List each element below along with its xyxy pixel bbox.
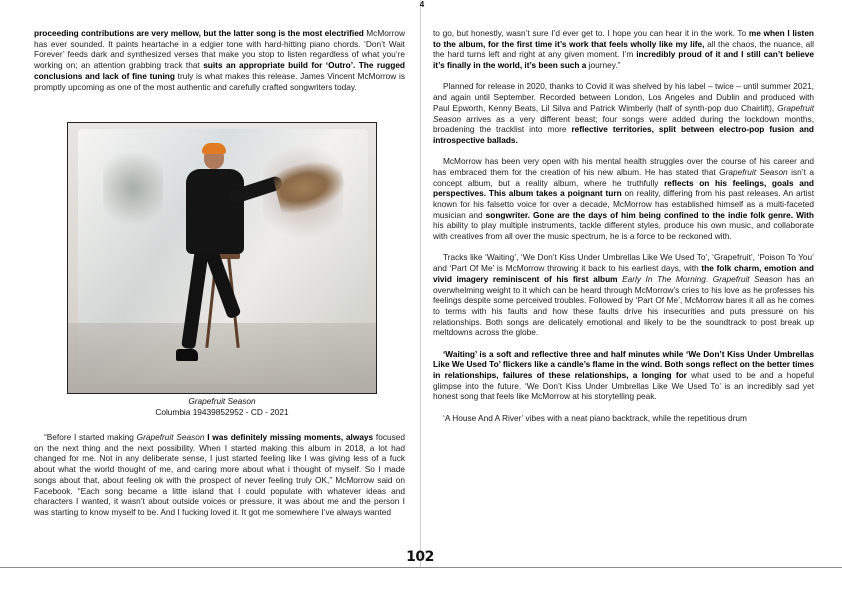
photo-caption xyxy=(67,396,377,418)
text: isn’t a concept album, but a reality album, where he truthfully xyxy=(433,166,815,188)
floor xyxy=(68,323,376,393)
text: truly is what makes this release. James Vincent McMorrow is promptly upcoming as one of the most authentic and carefully crafted songwriters today. xyxy=(34,70,405,92)
left-bottom-column xyxy=(34,432,405,528)
bold-text: proceeding contributions are very mellow, but the latter song is the most electrified xyxy=(34,28,364,38)
text: to go, but honestly, wasn’t sure I’d ever get to. I hope you can hear it in the work. To xyxy=(433,28,749,38)
orange-beanie xyxy=(202,143,226,154)
text: what used to be and a hopeful glimpse into the future. ‘We Don’t Kiss Under Umbrellas Like We Used To’ is an incredibly sad yet honest song that feels like McMorrow at his storytelling peak. xyxy=(433,370,814,402)
italic-title: Grapefruit Season xyxy=(433,102,814,124)
paragraph xyxy=(433,28,814,71)
paragraph xyxy=(433,413,814,424)
person-boot xyxy=(176,349,198,361)
bold-text: reflects on his feelings, goals and perspectives. This album takes a poignant turn xyxy=(433,177,814,199)
bold-text: I was definitely missing moments, always xyxy=(204,432,374,442)
bold-text: incredibly proud of it and I still can’t believe it’s finally in the world, it’s been such a xyxy=(433,49,814,71)
left-page xyxy=(0,0,420,567)
paragraph xyxy=(34,432,405,518)
paragraph xyxy=(433,156,814,242)
bold-text: me when I listen to the album, for the first time it’s work that feels wholly like my life, xyxy=(433,28,815,49)
italic-title: Grapefruit Season xyxy=(136,432,205,442)
paragraph xyxy=(433,252,814,338)
paragraph xyxy=(34,28,405,92)
bold-text: ‘Waiting’ is a soft and reflective three and half minutes while ‘We Don’t Kiss Under Umbrellas Like We Used To’ flickers like a candle’s flame in the wind. Both songs reflect on the better times in relationships, failures of these relationships, a longing for xyxy=(433,348,814,381)
paragraph xyxy=(433,81,814,145)
text: has an overwhelming weight to it which can be heard through McMorrow’s cries to his love as he professes his feelings despite some perceived troubles. Followed by ‘Part Of Me’, McMorrow bares it all as he comes to terms with his faults and how these faults drive his insecurities and puts pressure on his relationships. Both songs are delicately emotional and likely to be the soundtrack to post break up meltdowns across the globe. xyxy=(433,273,815,338)
album-photo xyxy=(67,122,377,394)
text: . xyxy=(705,273,713,284)
text: Tracks like ‘Waiting’, ‘We Don’t Kiss Under Umbrellas Like We Used To’, ‘Grapefruit’, ‘Poison To You’ and ‘Part Of Me’ is McMorrow throwing it back to his earliest days, with xyxy=(433,252,814,274)
text: “Before I started making xyxy=(44,432,137,442)
bold-text: the folk charm, emotion and vivid imagery reminiscent of his first album xyxy=(433,263,814,284)
text: on reality, differing from his past releases. An artist known for his falsetto voice for over a decade, McMorrow has established himself as a multi-faceted musician and xyxy=(433,188,814,220)
italic-title: Grapefruit Season xyxy=(719,166,788,177)
right-page xyxy=(421,0,842,567)
bold-text: songwriter. Gone are the days of him being confined to the indie folk genre. With xyxy=(485,209,814,220)
text: his ability to play multiple instruments, tackle different styles, produce his own music, and collaborate with creatives from all over the music spectrum, he is a force to be reckoned with. xyxy=(433,220,814,242)
right-column xyxy=(433,28,814,434)
text: focused on the next thing and the next possibility. When I started making this album in 2018, a lot had changed for me. Not in any deliberate sense, I just started feeling like I was giving less of a fuck about what the world thought of me, and caring more about what i thought of myself. So I made songs about that, about feeling ok with the prospect of never feeling truly OK,” McMorrow said on Facebook. “Each song became a little island that I could populate with whatever ideas and characters I wanted, it wasn’t about outside voices or pressure, it was about me and the person I was starting to know myself to be. And I fucking loved it. It got me somewhere I’ve always wanted xyxy=(34,432,405,517)
text: McMorrow has been very open with his mental health struggles over the course of his career and has embraced them for the creation of his new album. He has stated that xyxy=(433,156,814,177)
text: arrives as a very different beast; four songs were added during the lockdown months, broadening the tracklist into more xyxy=(433,113,814,135)
text: Planned for release in 2020, thanks to Covid it was shelved by his label – twice – until summer 2021, and again until September. Recorded between London, Los Angeles and Dublin and produced with Paul Epworth, Kenny Beats, Lil Silva and Patrick Wimberly (half of synth-pop duo Chairlift), xyxy=(433,81,814,113)
caption-title: Grapefruit Season xyxy=(188,396,256,406)
bottom-page-number: 102 xyxy=(406,549,434,565)
italic-title: Grapefruit Season xyxy=(712,273,783,284)
italic-title: Early In The Morning xyxy=(622,273,706,284)
paragraph xyxy=(433,349,814,403)
text: ‘A House And A River’ vibes with a neat piano backtrack, while the repetitious drum xyxy=(443,412,747,423)
text: all the chaos, the nuance, all the hard turns left and right at any given moment. I’m xyxy=(433,38,814,60)
left-top-column xyxy=(34,28,405,103)
bold-text: reflective territories, split between electro-pop fusion and introspective ballads. xyxy=(433,124,814,145)
text: McMorrow has ever sounded. It paints heartache in a edgier tone with hard-hitting piano chords. ‘Don’t Wait Forever’ feeds dark and synthesized verses that make you stop to listen regardless of what you’re working on; an attention grabbing track that xyxy=(34,28,405,71)
dried-plant-left xyxy=(103,143,163,233)
person-body xyxy=(186,169,244,254)
bottom-strip xyxy=(0,567,842,596)
bold-text: suits an appropriate build for ‘Outro’. The rugged conclusions and lack of fine tuning xyxy=(34,60,405,81)
text: journey.” xyxy=(586,60,621,71)
caption-meta: Columbia 19439852952 - CD - 2021 xyxy=(155,406,289,417)
top-page-number: 4 xyxy=(419,0,425,9)
